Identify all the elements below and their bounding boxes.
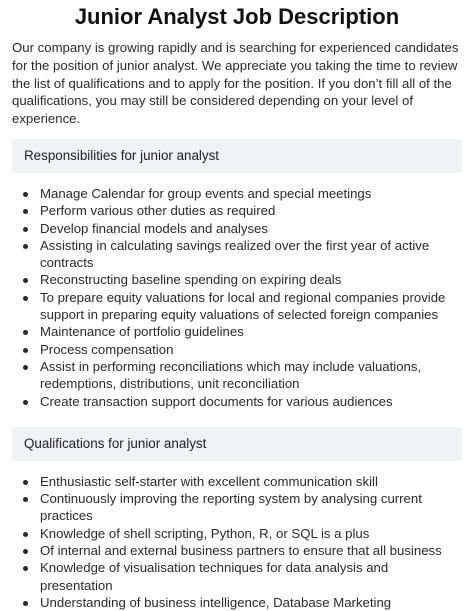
bullet-icon [23, 532, 28, 537]
list-item [12, 473, 462, 490]
list-item [12, 559, 462, 594]
list-item [12, 341, 462, 358]
bullet-icon [23, 227, 28, 232]
list-item-text: Process compensation [40, 341, 174, 357]
list-item-text: Assisting in calculating savings realized over the first year of active contracts [40, 237, 430, 271]
list-item [12, 289, 462, 324]
bullet-icon [23, 244, 28, 249]
list-item-text: Of internal and external business partners to ensure that all business [40, 543, 442, 559]
list-item [12, 358, 462, 393]
bullet-icon [23, 330, 28, 335]
qualifications-header: Qualifications for junior analyst [12, 427, 462, 461]
list-item [12, 220, 462, 237]
list-item [12, 202, 462, 219]
list-item [12, 490, 462, 525]
list-item [12, 237, 462, 272]
list-item [12, 185, 462, 202]
responsibilities-header: Responsibilities for junior analyst [12, 139, 462, 173]
list-item-text: Maintenance of portfolio guidelines [40, 324, 244, 340]
list-item [12, 323, 462, 340]
qualifications-list [12, 461, 462, 611]
responsibilities-list [12, 173, 462, 410]
intro-paragraph: Our company is growing rapidly and is searching for experienced candidates for the position of junior analyst. We appreciate you taking the time to review the list of qualifications and to apply for the position. If you don’t fill all of the qualifications, you may still be considered depending on your level of experience. [12, 40, 459, 127]
bullet-icon [23, 497, 28, 502]
list-item [12, 594, 462, 611]
list-item-text: Reconstructing baseline spending on expiring deals [40, 272, 342, 288]
list-item-text: Knowledge of shell scripting, Python, R, or SQL is a plus [40, 525, 370, 541]
list-item [12, 393, 462, 410]
list-item-text: Manage Calendar for group events and special meetings [40, 185, 372, 201]
list-item-text: Continuously improving the reporting system by analysing current practices [40, 491, 422, 524]
bullet-icon [23, 480, 28, 485]
bullet-icon [23, 296, 28, 301]
list-item-text: Knowledge of visualisation techniques for data analysis and presentation [40, 560, 389, 593]
bullet-icon [23, 601, 28, 606]
list-item-text: To prepare equity valuations for local and regional companies provide support in preparing equity valuations of selected foreign companies [40, 289, 446, 323]
list-item-text: Develop financial models and analyses [40, 220, 268, 236]
bullet-icon [23, 209, 28, 214]
bullet-icon [23, 348, 28, 353]
list-item-text: Assist in performing reconciliations which may include valuations, redemptions, distributions, unit reconciliation [40, 358, 422, 392]
list-item-text: Understanding of business intelligence, Database Marketing [40, 594, 392, 610]
list-item-text: Perform various other duties as required [40, 203, 276, 219]
bullet-icon [23, 365, 28, 370]
bullet-icon [23, 566, 28, 571]
list-item [12, 542, 462, 559]
list-item-text: Create transaction support documents for various audiences [40, 393, 393, 409]
list-item-text: Enthusiastic self-starter with excellent communication skill [40, 473, 378, 489]
list-item [12, 271, 462, 288]
bullet-icon [23, 278, 28, 283]
bullet-icon [23, 192, 28, 197]
page-title: Junior Analyst Job Description [74, 4, 400, 29]
bullet-icon [23, 549, 28, 554]
list-item [12, 525, 462, 542]
bullet-icon [23, 400, 28, 405]
section-spacer [12, 410, 462, 416]
